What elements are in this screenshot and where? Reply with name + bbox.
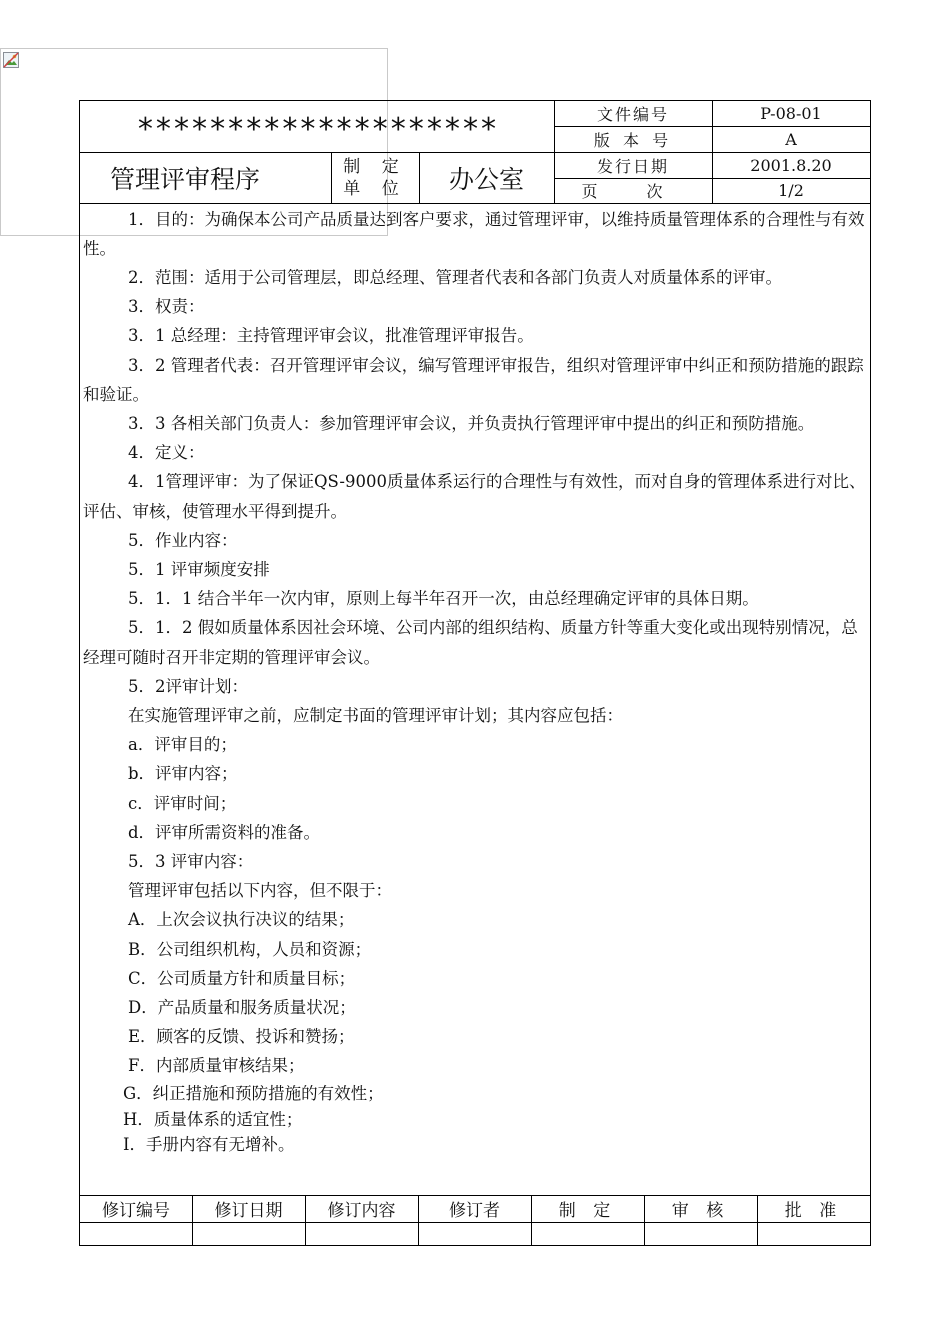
list-item: I．手册内容有无增补。 xyxy=(123,1134,295,1154)
issuing-unit-label xyxy=(331,152,419,203)
document-title: 管理评审程序 xyxy=(110,164,261,194)
list-item: a．评审目的； xyxy=(128,735,237,755)
list-item: B．公司组织机构，人员和资源； xyxy=(128,939,372,959)
page-label: 页 次 xyxy=(581,182,685,201)
paragraph: 5．3 评审内容： xyxy=(128,852,254,872)
doc-no-value: P-08-01 xyxy=(760,104,822,123)
paragraph: 2．范围：适用于公司管理层，即总经理、管理者代表和各部门负责人对质量体系的评审。 xyxy=(128,268,782,287)
paragraph: 1．目的：为确保本公司产品质量达到客户要求，通过管理评审，以维持质量管理体系的合理性与有效性。 xyxy=(83,210,865,258)
header-stars: ******************** xyxy=(136,112,498,147)
list-item: C．公司质量方针和质量目标； xyxy=(128,968,356,988)
document-form xyxy=(79,100,871,1246)
issue-date-label: 发行日期 xyxy=(596,156,669,176)
revision-header-reviewed: 审 核 xyxy=(671,1201,730,1221)
paragraph: 3．2 管理者代表：召开管理评审会议，编写管理评审报告，组织对管理评审中纠正和预防措施的跟踪和验证。 xyxy=(83,355,864,404)
list-item: G．纠正措施和预防措施的有效性； xyxy=(123,1083,384,1103)
list-item: d．评审所需资料的准备。 xyxy=(128,822,321,842)
revision-header-reviser: 修订者 xyxy=(449,1201,500,1221)
paragraph: 管理评审包括以下内容，但不限于： xyxy=(128,881,392,901)
unit-label-line2: 单 位 xyxy=(343,178,407,199)
paragraph: 3．1 总经理：主持管理评审会议，批准管理评审报告。 xyxy=(128,326,534,346)
paragraph: 4．定义： xyxy=(128,443,205,463)
document-body xyxy=(83,205,869,1157)
paragraph: 5．2评审计划： xyxy=(128,676,248,696)
list-item: D．产品质量和服务质量状况； xyxy=(128,998,356,1018)
list-item: A．上次会议执行决议的结果； xyxy=(128,910,355,930)
paragraph: 在实施管理评审之前，应制定书面的管理评审计划；其内容应包括： xyxy=(128,706,623,726)
issuing-department: 办公室 xyxy=(448,164,524,194)
revision-header-prepared: 制 定 xyxy=(558,1201,617,1221)
paragraph: 5．1 评审频度安排 xyxy=(128,560,270,580)
doc-no-label: 文件编号 xyxy=(596,105,669,124)
paragraph: 3．权责： xyxy=(128,297,205,317)
version-value: A xyxy=(785,129,797,149)
broken-image-icon xyxy=(3,52,19,68)
version-label: 版 本 号 xyxy=(593,130,673,150)
revision-header-date: 修订日期 xyxy=(214,1201,283,1221)
list-item: b．评审内容； xyxy=(128,764,238,784)
page-value: 1/2 xyxy=(778,181,804,200)
paragraph: 5．1．2 假如质量体系因社会环境、公司内部的组织结构、质量方针等重大变化或出现特别情况，总经理可随时召开非定期的管理评审会议。 xyxy=(83,618,858,667)
list-item: E．顾客的反馈、投诉和赞扬； xyxy=(128,1027,355,1047)
paragraph: 5．1．1 结合半年一次内审，原则上每半年召开一次，由总经理确定评审的具体日期。 xyxy=(128,589,759,609)
list-item: H．质量体系的适宜性； xyxy=(123,1109,303,1129)
revision-header-content: 修订内容 xyxy=(327,1201,396,1221)
paragraph: 4．1管理评审：为了保证QS-9000质量体系运行的合理性与有效性，而对自身的管理体系进行对比、评估、审核，使管理水平得到提升。 xyxy=(83,472,866,521)
list-item: F．内部质量审核结果； xyxy=(128,1056,305,1076)
revision-header-approved: 批 准 xyxy=(784,1201,843,1221)
list-item: c．评审时间； xyxy=(128,793,237,813)
issue-date-value: 2001.8.20 xyxy=(750,155,832,175)
paragraph: 3．3 各相关部门负责人：参加管理评审会议，并负责执行管理评审中提出的纠正和预防措施。 xyxy=(128,414,815,434)
paragraph: 5．作业内容： xyxy=(128,530,238,550)
unit-label-line1: 制 定 xyxy=(343,156,407,177)
revision-header-no: 修订编号 xyxy=(102,1201,170,1221)
